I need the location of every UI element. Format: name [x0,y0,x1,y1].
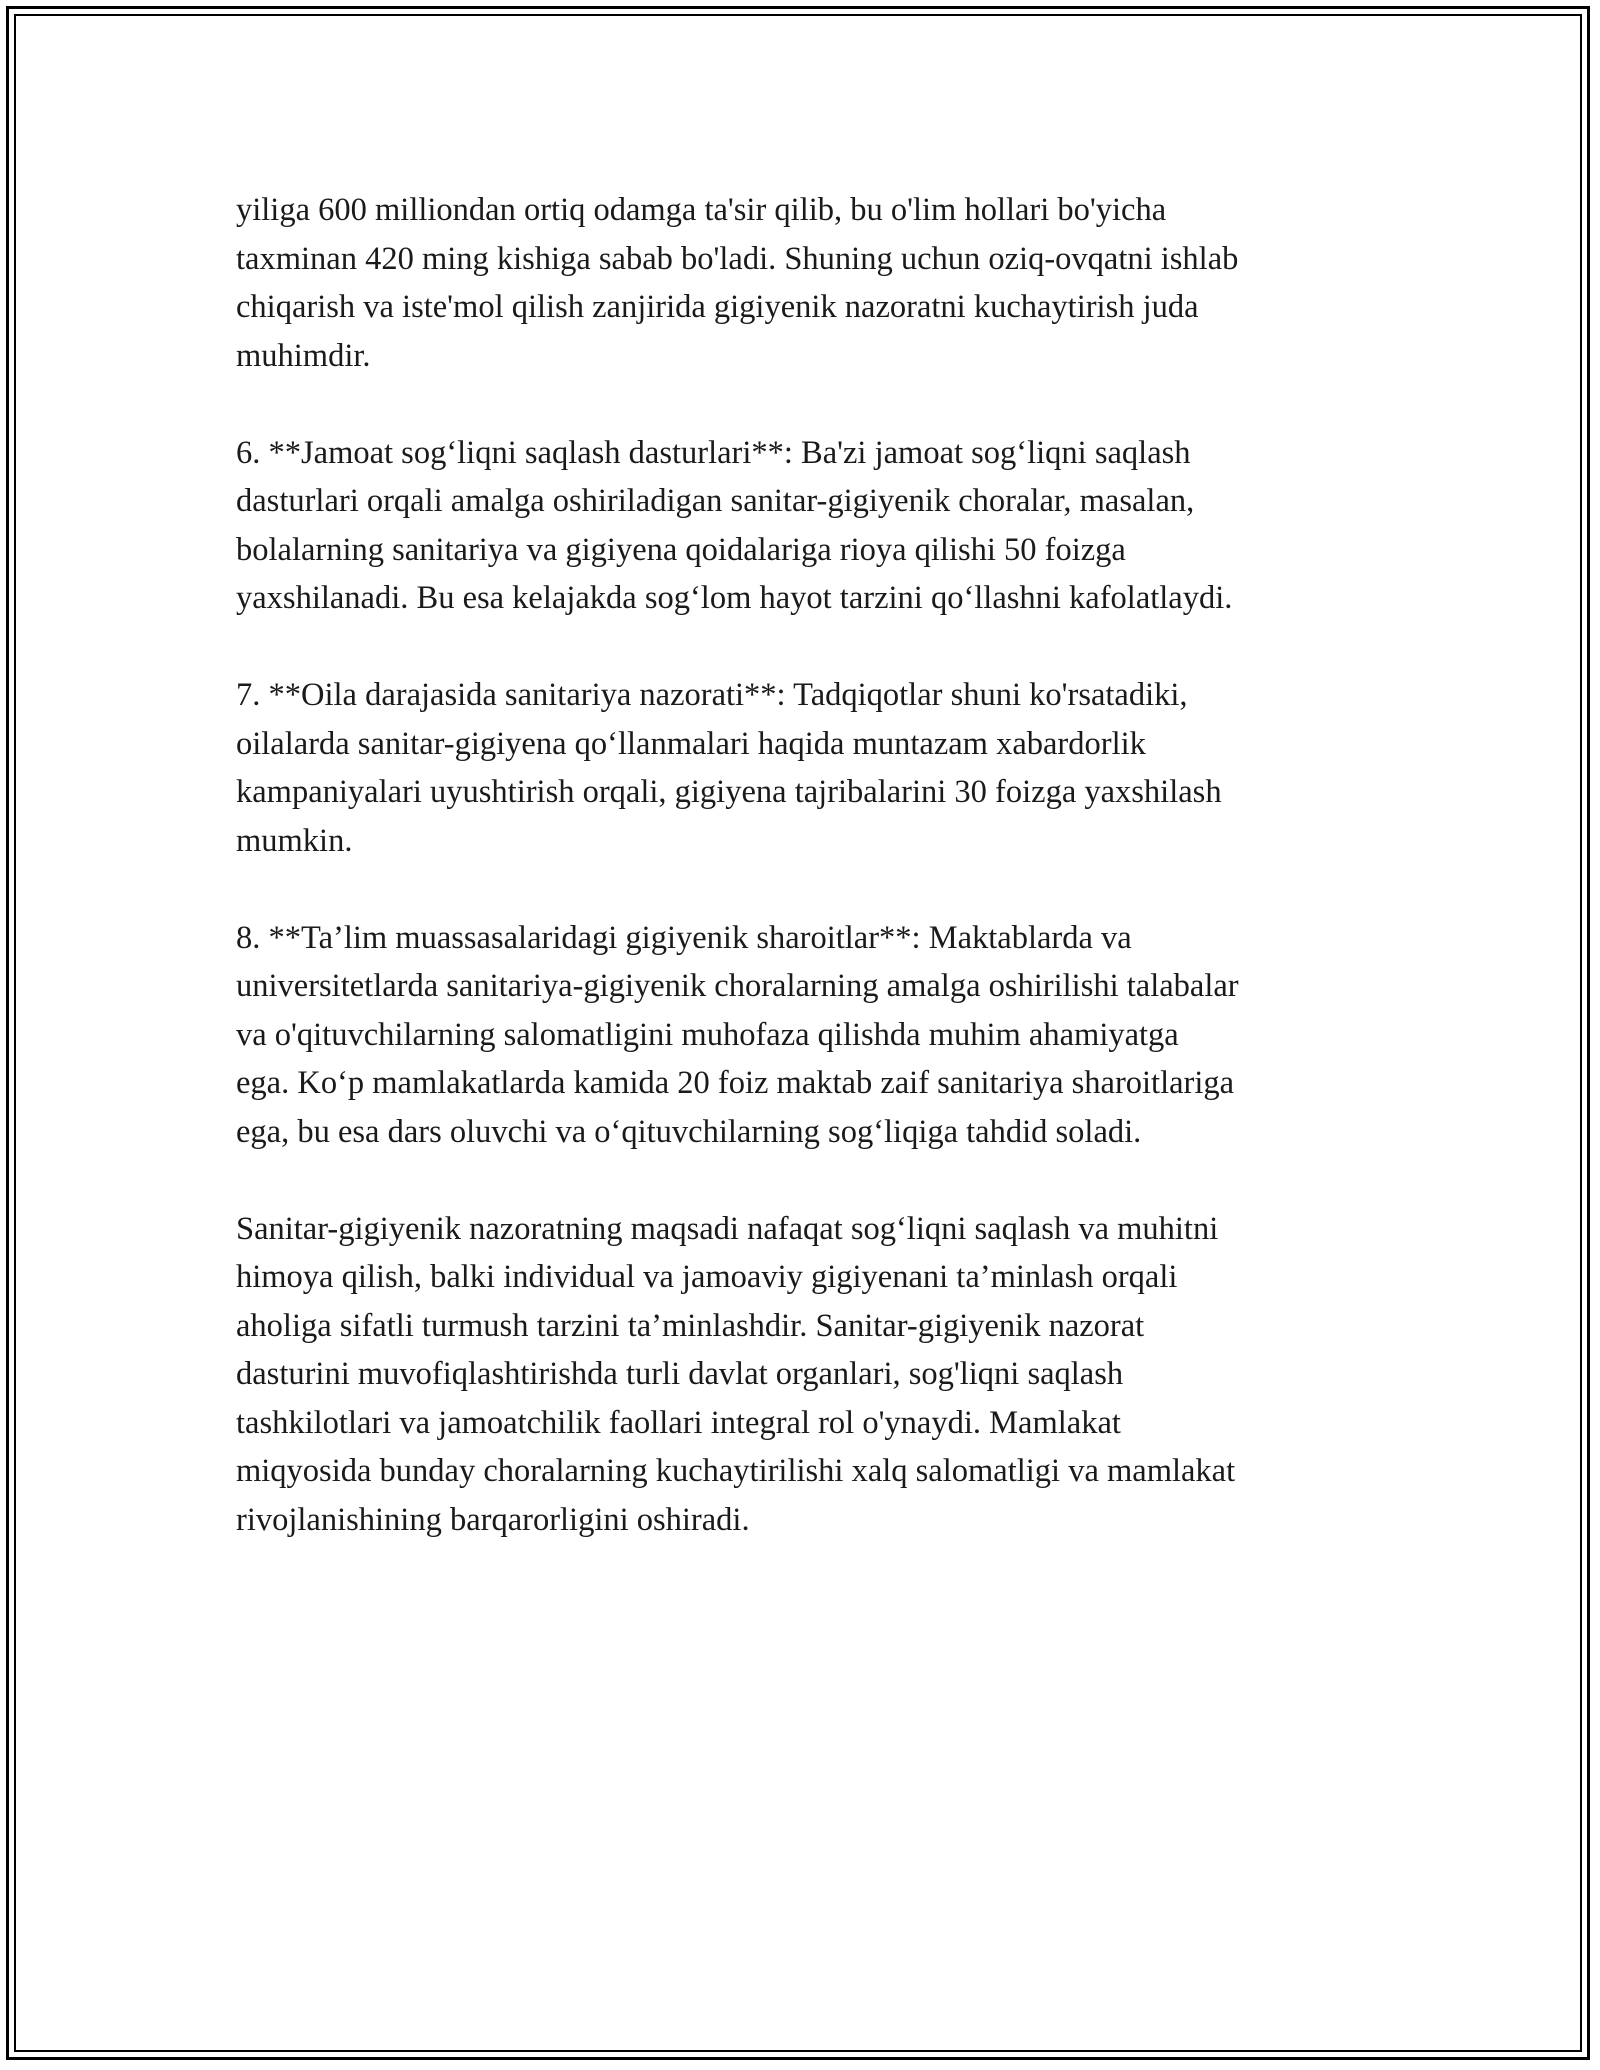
paragraph-conclusion: Sanitar-gigiyenik nazoratning maqsadi nafaqat sog‘liqni saqlash va muhitni himoya qilish, balki individual va jamoaviy gigiyenani ta’minlash orqali aholiga sifatli turmush tarzini ta’minlashdir. Sanitar-gigiyenik nazorat dasturini muvofiqlashtirishda turli davlat organlari, sog'liqni saqlash tashkilotlari va jamoatchilik faollari integral rol o'ynaydi. Mamlakat miqyosida bunday choralarning kuchaytirilishi xalq salomatligi va mamlakat rivojlanishining barqarorligini oshiradi. [236,1210,1236,1538]
paragraph-family-sanitation: 7. **Oila darajasida sanitariya nazorati**: Tadqiqotlar shuni ko'rsatadiki, oilalarda sanitar-gigiyena qo‘llanmalari haqida muntazam xabardorlik kampaniyalari uyushtirish orqali, gigiyena tajribalarini 30 foizga yaxshilash mumkin. [236,677,1222,859]
paragraph-education-hygiene: 8. **Ta’lim muassasalaridagi gigiyenik sharoitlar**: Maktablarda va universitetlarda sanitariya-gigiyenik choralarning amalga oshirilishi talabalar va o'qituvchilarning salomatligini muhofaza qilishda muhim ahamiyatga ega. Ko‘p mamlakatlarda kamida 20 foiz maktab zaif sanitariya sharoitlariga ega, bu esa dars oluvchi va o‘qituvchilarning sog‘liqiga tahdid soladi. [236,919,1239,1150]
paragraph-food-hygiene: yiliga 600 milliondan ortiq odamga ta'sir qilib, bu o'lim hollari bo'yicha taxminan 420 ming kishiga sabab bo'ladi. Shuning uchun oziq-ovqatni ishlab chiqarish va iste'mol qilish zanjirida gigiyenik nazoratni kuchaytirish juda muhimdir. [236,192,1239,374]
paragraph-public-health-programs: 6. **Jamoat sog‘liqni saqlash dasturlari**: Ba'zi jamoat sog‘liqni saqlash dasturlari orqali amalga oshiriladigan sanitar-gigiyenik choralar, masalan, bolalarning sanitariya va gigiyena qoidalariga rioya qilishi 50 foizga yaxshilanadi. Bu esa kelajakda sog‘lom hayot tarzini qo‘llashni kafolatlaydi. [236,434,1233,616]
document-body [236,186,1376,1593]
